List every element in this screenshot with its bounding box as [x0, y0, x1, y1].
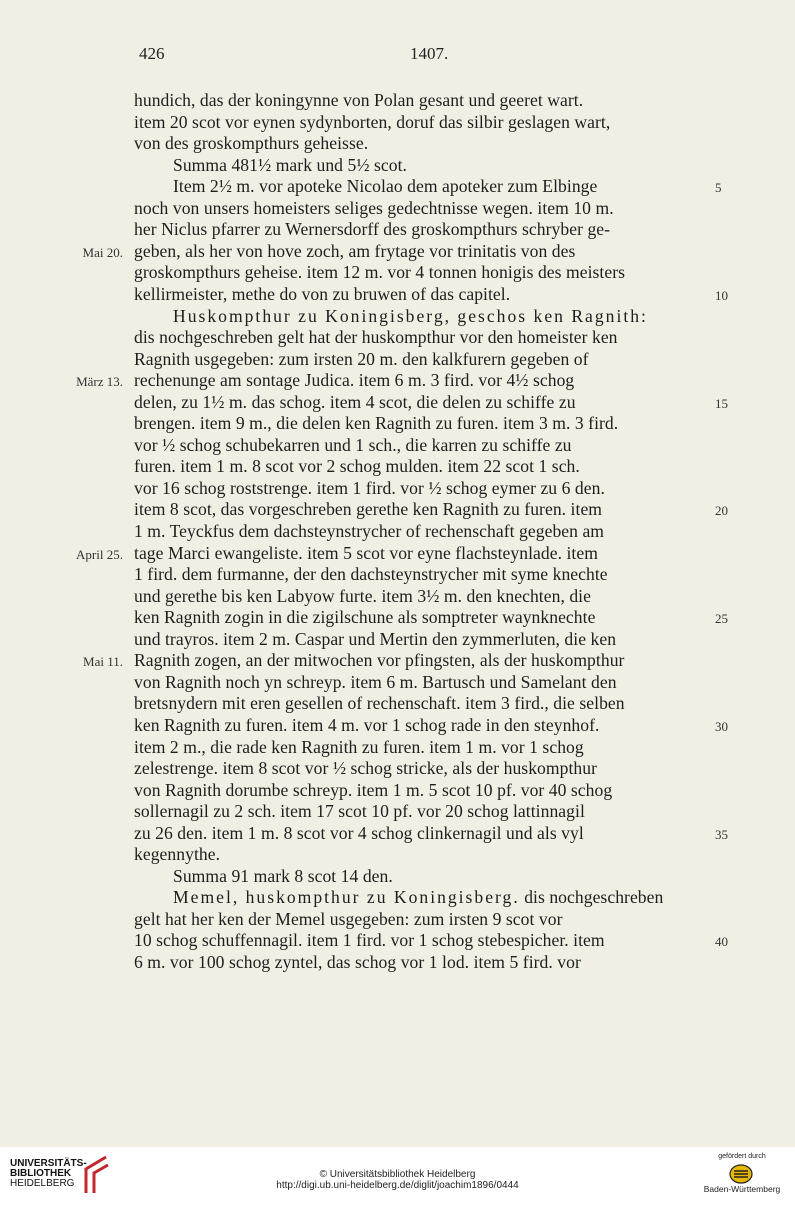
line-number: 25 — [715, 611, 728, 627]
line-text: sollernagil zu 2 sch. item 17 scot 10 pf. vor 20 schog lattinnagil — [134, 801, 585, 822]
line-number: 10 — [715, 287, 728, 303]
line-text: item 20 scot vor eynen sydynborten, doruf das silbir geslagen wart, — [134, 111, 611, 132]
text-line — [134, 952, 581, 973]
text-line — [134, 198, 614, 219]
line-text: hundich, das der koningynne von Polan gesant und geeret wart. — [134, 90, 584, 110]
text-line — [134, 327, 618, 348]
margin-date: Mai 11. — [83, 654, 123, 670]
text-line — [134, 672, 617, 693]
library-name-line-3: HEIDELBERG — [10, 1178, 75, 1189]
line-text: Item 2½ m. vor apoteke Nicolao dem apoteker zum Elbinge — [173, 176, 598, 197]
text-line — [134, 349, 589, 370]
line-number: 40 — [715, 934, 728, 950]
library-name-line-1: UNIVERSITÄTS- — [10, 1158, 87, 1169]
line-number: 30 — [715, 718, 728, 734]
line-number: 5 — [715, 180, 722, 196]
funder-name: Baden-Württemberg — [703, 1184, 781, 1194]
line-text: rechenunge am sontage Judica. item 6 m. 3 fird. vor 4½ schog — [134, 370, 575, 391]
text-line — [173, 155, 407, 176]
line-text: brengen. item 9 m., die delen ken Ragnith zu furen. item 3 m. 3 fird. — [134, 413, 619, 434]
line-text: von Ragnith dorumbe schreyp. item 1 m. 5 scot 10 pf. vor 40 schog — [134, 779, 613, 800]
line-text: dis nochgeschreben — [519, 887, 664, 908]
text-line — [134, 133, 368, 154]
text-line — [134, 930, 605, 951]
text-line — [134, 478, 605, 499]
text-line — [134, 909, 563, 930]
line-text: und gerethe bis ken Labyow furte. item 3½ m. den knechten, die — [134, 585, 591, 606]
copyright-block — [0, 1169, 795, 1191]
line-text: von des groskompthurs geheisse. — [134, 133, 369, 154]
text-line — [134, 737, 584, 758]
text-line — [134, 780, 612, 801]
text-line — [134, 564, 608, 585]
line-text: 10 schog schuffennagil. item 1 fird. vor 1 schog stebespicher. item — [134, 930, 605, 951]
line-text: gelt hat her ken der Memel usgegeben: zum irsten 9 scot vor — [134, 908, 563, 929]
footer — [0, 1147, 795, 1205]
text-line — [134, 758, 597, 779]
text-line — [134, 650, 624, 671]
margin-date: März 13. — [76, 374, 123, 390]
line-text: ken Ragnith zu furen. item 4 m. vor 1 schog rade in den steynhof. — [134, 714, 600, 735]
text-line — [134, 693, 625, 714]
line-text: geben, als her von hove zoch, am frytage vor trinitatis von des — [134, 240, 576, 261]
line-text: kellirmeister, methe do von zu bruwen of das capitel. — [134, 283, 511, 304]
permalink-url[interactable]: http://digi.ub.uni-heidelberg.de/diglit/joachim1896/0444 — [276, 1180, 519, 1191]
line-text: zu 26 den. item 1 m. 8 scot vor 4 schog clinkernagil und als vyl — [134, 822, 584, 843]
line-text: zelestrenge. item 8 scot vor ½ schog stricke, als der huskompthur — [134, 758, 598, 779]
text-line — [134, 284, 510, 305]
text-line — [173, 866, 393, 887]
line-number: 15 — [715, 395, 728, 411]
line-text: groskompthurs geheise. item 12 m. vor 4 tonnen honigis des meisters — [134, 262, 626, 283]
line-text: und trayros. item 2 m. Caspar und Mertin den zymmerluten, die ken — [134, 628, 617, 649]
line-text: item 2 m., die rade ken Ragnith zu furen. item 1 m. vor 1 schog — [134, 736, 584, 757]
line-text: vor 16 schog roststrenge. item 1 fird. vor ½ schog eymer zu 6 den. — [134, 477, 605, 498]
text-line — [134, 715, 599, 736]
line-text: kegennythe. — [134, 844, 221, 865]
line-text: 6 m. vor 100 schog zyntel, das schog vor 1 lod. item 5 fird. vor — [134, 952, 581, 972]
spaced-heading-text: Huskompthur zu Koningisberg, geschos ken Ragnith: — [173, 305, 648, 326]
text-line — [134, 370, 574, 391]
text-line — [134, 844, 220, 865]
funded-by-label: gefördert durch — [718, 1153, 766, 1160]
year-heading: 1407. — [410, 44, 449, 63]
line-text: 1 fird. dem furmanne, der den dachsteynstrycher mit syme knechte — [134, 564, 608, 585]
line-text: her Niclus pfarrer zu Wernersdorff des groskompthurs schryber ge- — [134, 219, 611, 240]
page-number: 426 — [139, 44, 165, 63]
line-text: Summa 481½ mark und 5½ scot. — [173, 154, 408, 175]
text-line — [134, 801, 585, 822]
line-text: bretsnydern mit eren gesellen of rechenschaft. item 3 fird., die selben — [134, 693, 625, 714]
line-text: von Ragnith noch yn schreyp. item 6 m. Bartusch und Samelant den — [134, 671, 617, 692]
line-text: noch von unsers homeisters seliges gedechtnisse wegen. item 10 m. — [134, 197, 614, 218]
coat-of-arms-icon — [727, 1163, 755, 1185]
text-line — [134, 521, 604, 542]
copyright-text: © Universitätsbibliothek Heidelberg — [319, 1169, 476, 1180]
text-line — [134, 499, 602, 520]
line-text: ken Ragnith zogin in die zigilschune als somptreter waynknechte — [134, 607, 596, 628]
text-line — [134, 435, 572, 456]
margin-date: Mai 20. — [82, 244, 123, 260]
text-line — [134, 456, 580, 477]
text-line — [134, 241, 575, 262]
text-line — [134, 823, 584, 844]
line-text: 1 m. Teyckfus dem dachsteynstrycher of rechenschaft gegeben am — [134, 521, 605, 541]
text-line — [173, 176, 597, 197]
text-line — [134, 392, 576, 413]
text-line — [173, 306, 648, 327]
line-text: tage Marci ewangeliste. item 5 scot vor eyne flachsteynlade. item — [134, 542, 598, 563]
line-text: Ragnith zogen, an der mitwochen vor pfingsten, als der huskompthur — [134, 650, 625, 671]
line-number: 35 — [715, 826, 728, 842]
line-text: vor ½ schog schubekarren und 1 sch., die karren zu schiffe zu — [134, 434, 572, 455]
text-line — [134, 629, 616, 650]
line-text: Summa 91 mark 8 scot 14 den. — [173, 865, 393, 886]
line-number: 20 — [715, 503, 728, 519]
text-line — [134, 219, 610, 240]
line-text: delen, zu 1½ m. das schog. item 4 scot, die delen zu schiffe zu — [134, 391, 576, 412]
text-line — [134, 262, 625, 283]
line-text: furen. item 1 m. 8 scot vor 2 schog mulden. item 22 scot 1 sch. — [134, 456, 580, 477]
text-line — [134, 543, 598, 564]
text-line — [134, 90, 583, 111]
text-line — [134, 607, 595, 628]
margin-date: April 25. — [76, 546, 123, 562]
library-name-line-2: BIBLIOTHEK — [10, 1168, 72, 1179]
line-text: item 8 scot, das vorgeschreben gerethe ken Ragnith zu furen. item — [134, 499, 603, 520]
spaced-heading-text: Memel, huskompthur zu Koningisberg. — [173, 887, 520, 908]
line-text: dis nochgeschreben gelt hat der huskompthur vor den homeister ken — [134, 327, 618, 348]
funder-block — [697, 1153, 787, 1194]
text-line — [173, 887, 663, 908]
text-line — [134, 413, 618, 434]
text-line — [134, 586, 591, 607]
text-line — [134, 112, 610, 133]
line-text: Ragnith usgegeben: zum irsten 20 m. den kalkfurern gegeben of — [134, 348, 589, 369]
